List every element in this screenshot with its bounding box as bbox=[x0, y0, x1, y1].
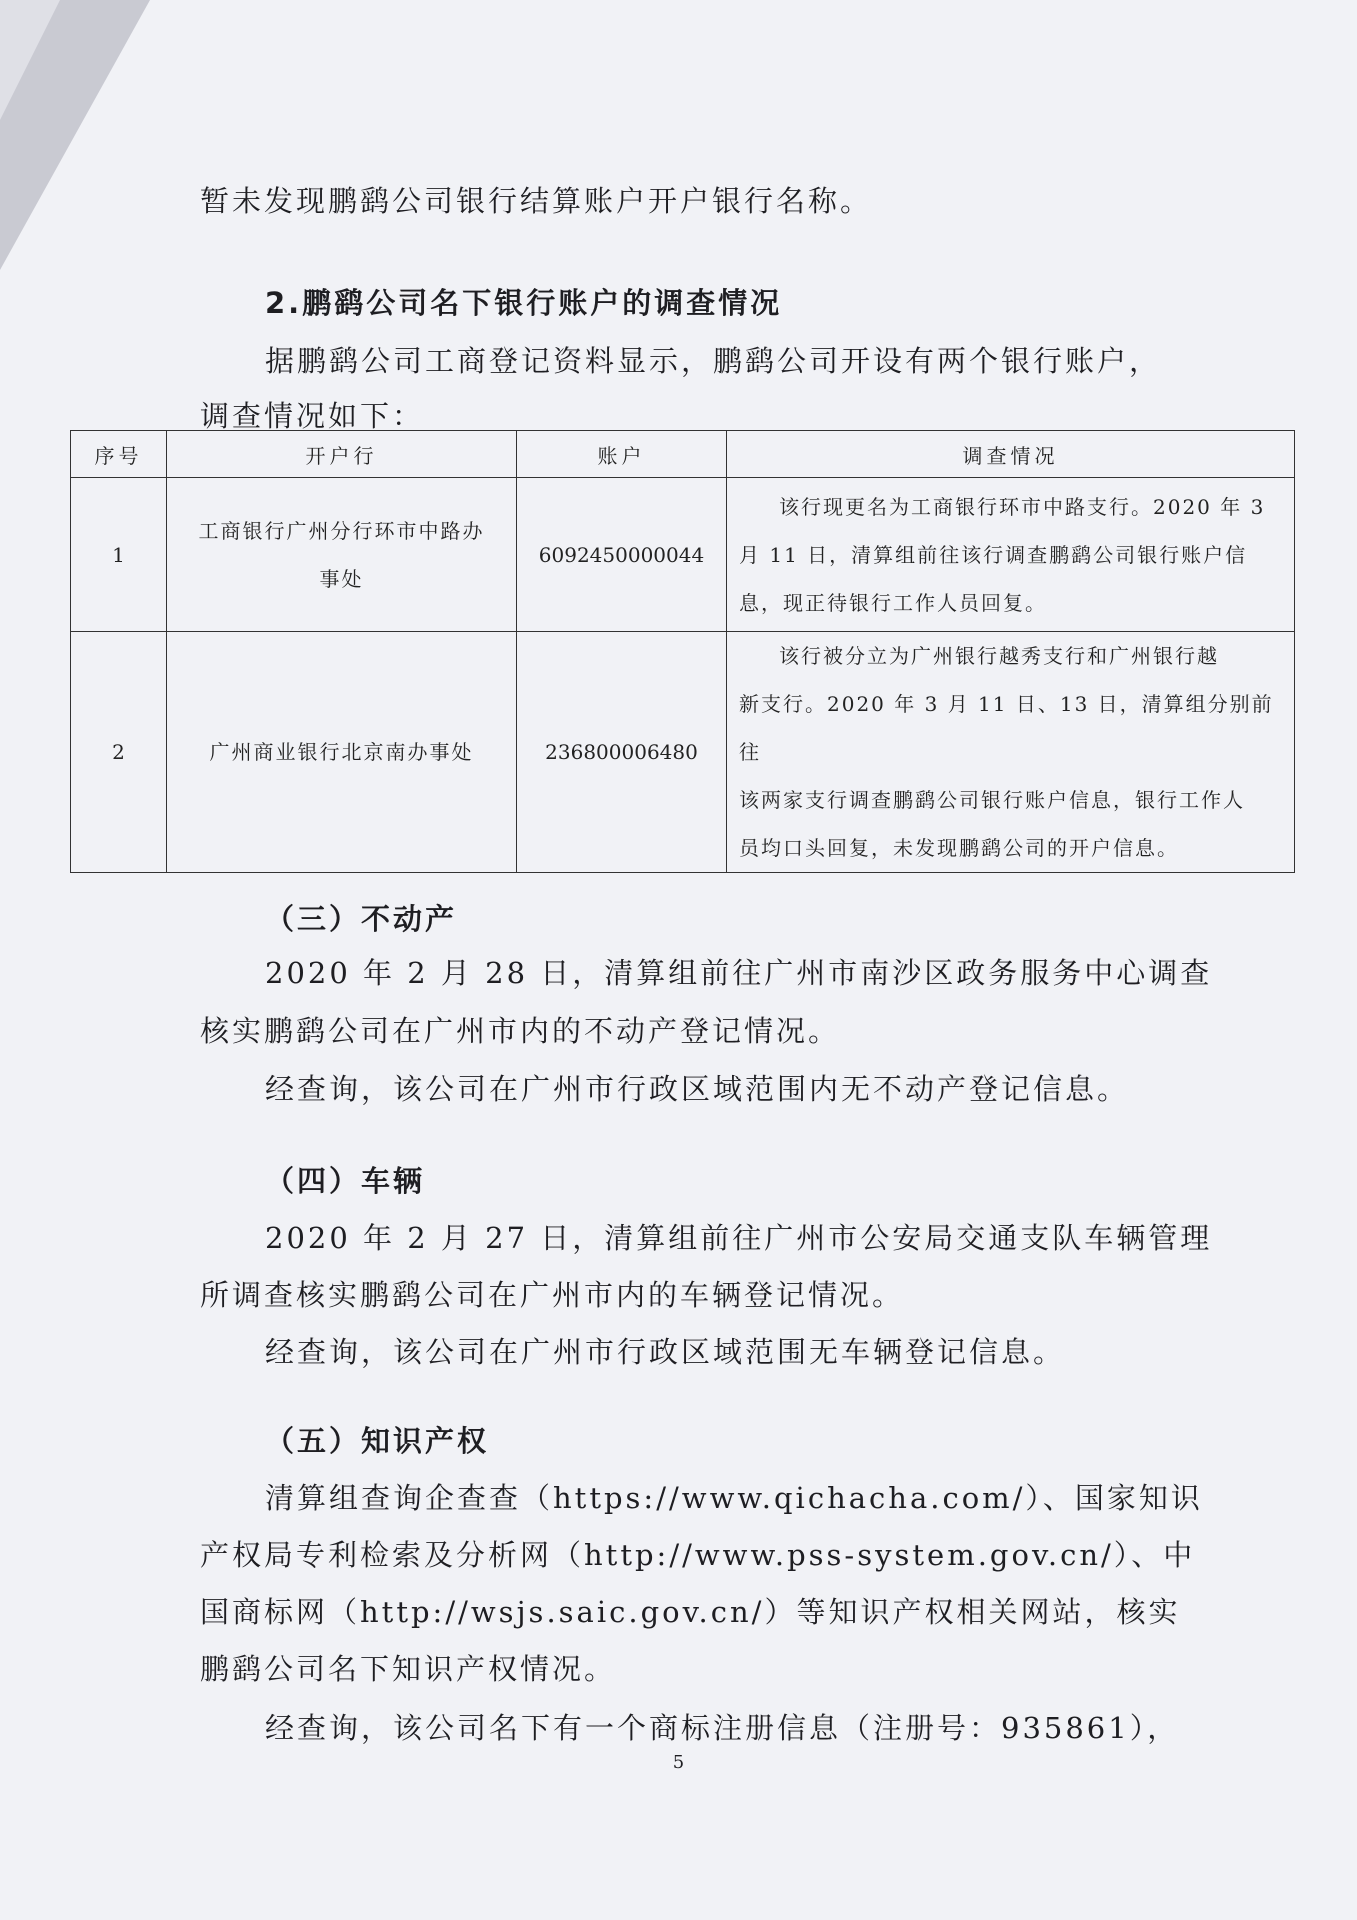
ip-p1-line4: 鹏鹞公司名下知识产权情况。 bbox=[200, 1652, 617, 1686]
bank-line: 事处 bbox=[319, 566, 364, 591]
paragraph-no-bank-found: 暂未发现鹏鹞公司银行结算账户开户银行名称。 bbox=[200, 184, 873, 218]
header-bank: 开户行 bbox=[167, 431, 517, 478]
row-no: 1 bbox=[71, 478, 167, 632]
real-estate-p1-line2: 核实鹏鹞公司在广州市内的不动产登记情况。 bbox=[200, 1014, 841, 1048]
section-heading-bank-accounts: 2.鹏鹞公司名下银行账户的调查情况 bbox=[265, 286, 783, 320]
row-account: 236800006480 bbox=[517, 632, 727, 873]
note-line: 月 11 日，清算组前往该行调查鹏鹞公司银行账户信 bbox=[739, 542, 1248, 567]
bank-line: 工商银行广州分行环市中路办 bbox=[198, 518, 485, 543]
section-heading-ip: （五）知识产权 bbox=[265, 1424, 490, 1458]
table-row bbox=[71, 478, 1295, 632]
bank-accounts-table bbox=[70, 430, 1295, 873]
header-no: 序号 bbox=[71, 431, 167, 478]
row-investigation bbox=[727, 632, 1295, 873]
note-line: 该行被分立为广州银行越秀支行和广州银行越 bbox=[779, 644, 1219, 668]
row-no: 2 bbox=[71, 632, 167, 873]
ip-p1-line1: 清算组查询企查查（https://www.qichacha.com/）、国家知识 bbox=[265, 1481, 1203, 1515]
row-account: 6092450000044 bbox=[517, 478, 727, 632]
row-bank bbox=[167, 478, 517, 632]
note-line: 该行现更名为工商银行环市中路支行。2020 年 3 bbox=[779, 494, 1266, 519]
bank-intro-line2: 调查情况如下： bbox=[200, 399, 425, 433]
row-bank bbox=[167, 632, 517, 873]
page-number: 5 bbox=[672, 1752, 685, 1773]
real-estate-p2: 经查询，该公司在广州市行政区域范围内无不动产登记信息。 bbox=[265, 1072, 1130, 1106]
bank-intro-line1: 据鹏鹞公司工商登记资料显示，鹏鹞公司开设有两个银行账户， bbox=[265, 344, 1162, 378]
note-line: 息，现正待银行工作人员回复。 bbox=[739, 590, 1047, 615]
row-investigation bbox=[727, 478, 1295, 632]
bank-line: 广州商业银行北京南办事处 bbox=[209, 740, 474, 764]
real-estate-p1-line1: 2020 年 2 月 28 日，清算组前往广州市南沙区政务服务中心调查 bbox=[265, 956, 1213, 990]
table-header-row bbox=[71, 431, 1295, 478]
header-investigation: 调查情况 bbox=[727, 431, 1295, 478]
vehicles-p1-line1: 2020 年 2 月 27 日，清算组前往广州市公安局交通支队车辆管理 bbox=[265, 1221, 1213, 1255]
ip-p1-line2: 产权局专利检索及分析网（http://www.pss-system.gov.cn/）、中 bbox=[200, 1538, 1196, 1572]
vehicles-p2: 经查询，该公司在广州市行政区域范围无车辆登记信息。 bbox=[265, 1335, 1066, 1369]
section-heading-vehicles: （四）车辆 bbox=[265, 1164, 426, 1198]
ip-p2: 经查询，该公司名下有一个商标注册信息（注册号：935861）， bbox=[265, 1711, 1180, 1745]
header-account: 账户 bbox=[517, 431, 727, 478]
vehicles-p1-line2: 所调查核实鹏鹞公司在广州市内的车辆登记情况。 bbox=[200, 1278, 905, 1312]
scan-corner-shadow-inner bbox=[0, 0, 60, 120]
note-line: 员均口头回复，未发现鹏鹞公司的开户信息。 bbox=[739, 836, 1179, 860]
note-line: 新支行。2020 年 3 月 11 日、13 日，清算组分别前往 bbox=[739, 692, 1274, 764]
ip-p1-line3: 国商标网（http://wsjs.saic.gov.cn/）等知识产权相关网站，核实 bbox=[200, 1595, 1181, 1629]
section-heading-real-estate: （三）不动产 bbox=[265, 902, 458, 936]
table-row bbox=[71, 632, 1295, 873]
note-line: 该两家支行调查鹏鹞公司银行账户信息，银行工作人 bbox=[739, 788, 1245, 812]
